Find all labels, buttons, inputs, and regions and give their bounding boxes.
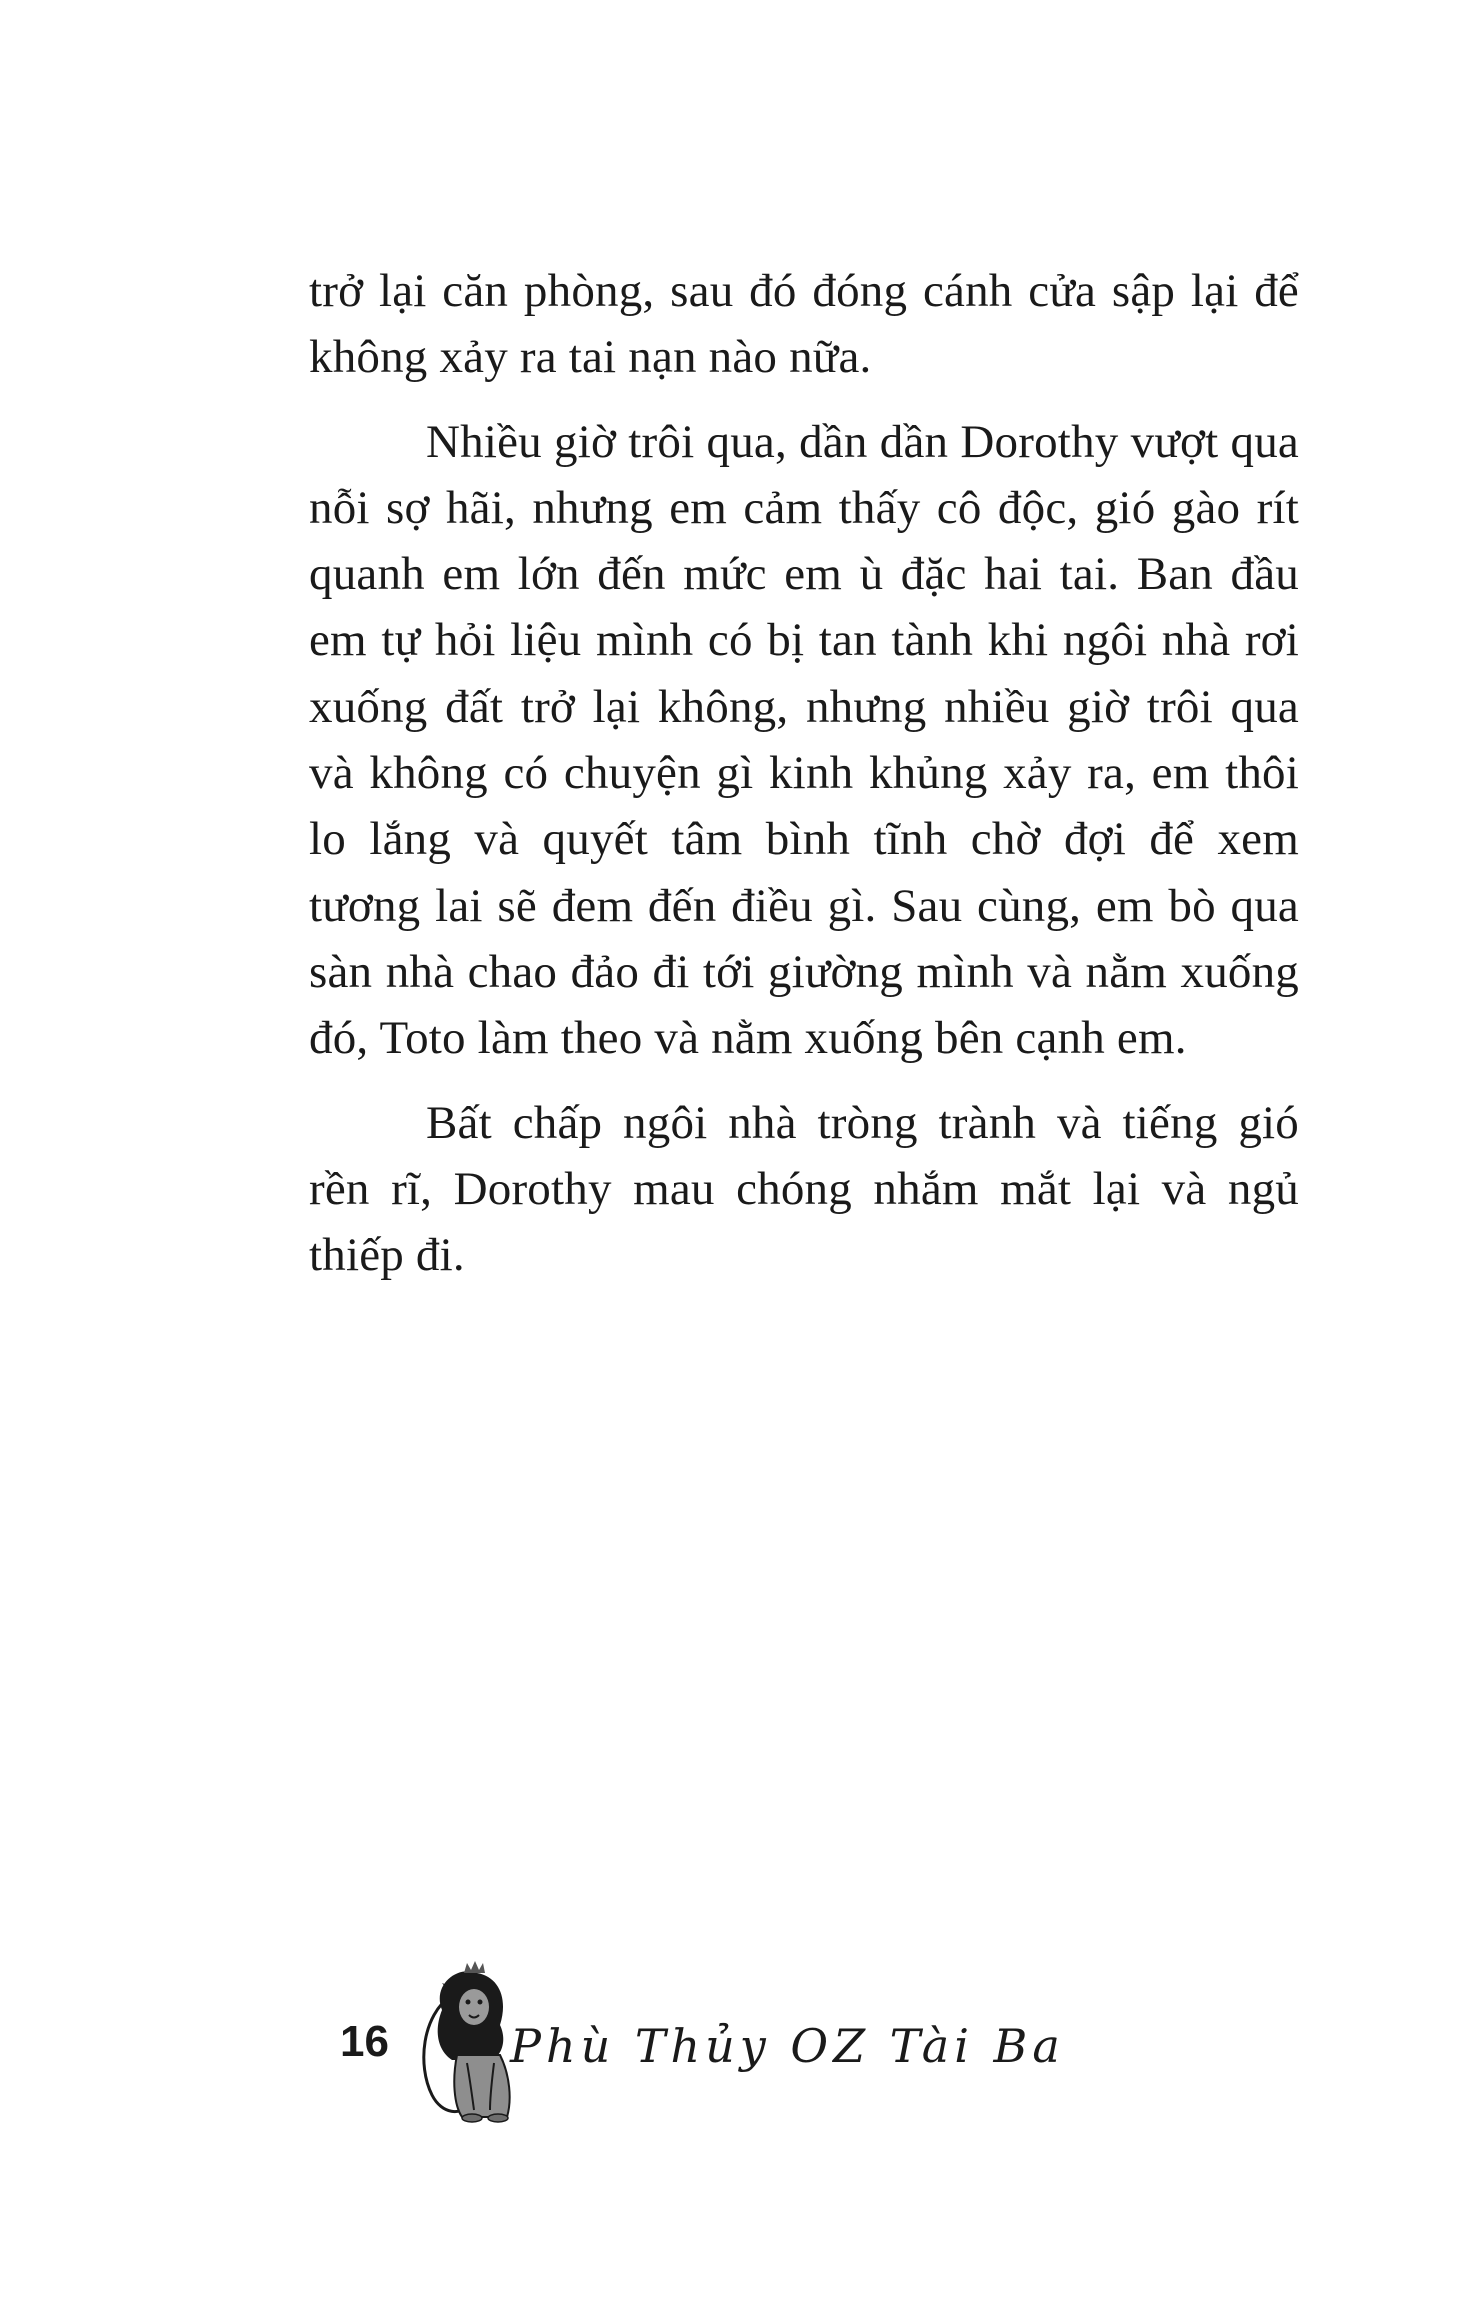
- body-text: [309, 258, 1299, 1306]
- running-title: Phù Thủy OZ Tài Ba: [510, 2019, 1065, 2073]
- page-number: 16: [340, 2017, 389, 2066]
- paragraph-3: Bất chấp ngôi nhà tròng trành và tiếng gió rền rĩ, Dorothy mau chóng nhắm mắt lại và ngủ thiếp đi.: [309, 1096, 1299, 1282]
- paragraph-2: Nhiều giờ trôi qua, dần dần Dorothy vượt qua nỗi sợ hãi, nhưng em cảm thấy cô độc, gió gào rít quanh em lớn đến mức em ù đặc hai tai. Ban đầu em tự hỏi liệu mình có bị tan tành khi ngôi nhà rơi xuống đất trở lại không, nhưng nhiều giờ trôi qua và không có chuyện gì kinh khủng xảy ra, em thôi lo lắng và quyết tâm bình tĩnh chờ đợi để xem tương lai sẽ đem đến điều gì. Sau cùng, em bò qua sàn nhà chao đảo đi tới giường mình và nằm xuống đó, Toto làm theo và nằm xuống bên cạnh em.: [309, 415, 1299, 1065]
- lion-icon: [412, 1955, 522, 2125]
- paragraph-1: trở lại căn phòng, sau đó đóng cánh cửa sập lại để không xảy ra tai nạn nào nữa.: [309, 265, 1299, 384]
- page-footer: [340, 1955, 1065, 2125]
